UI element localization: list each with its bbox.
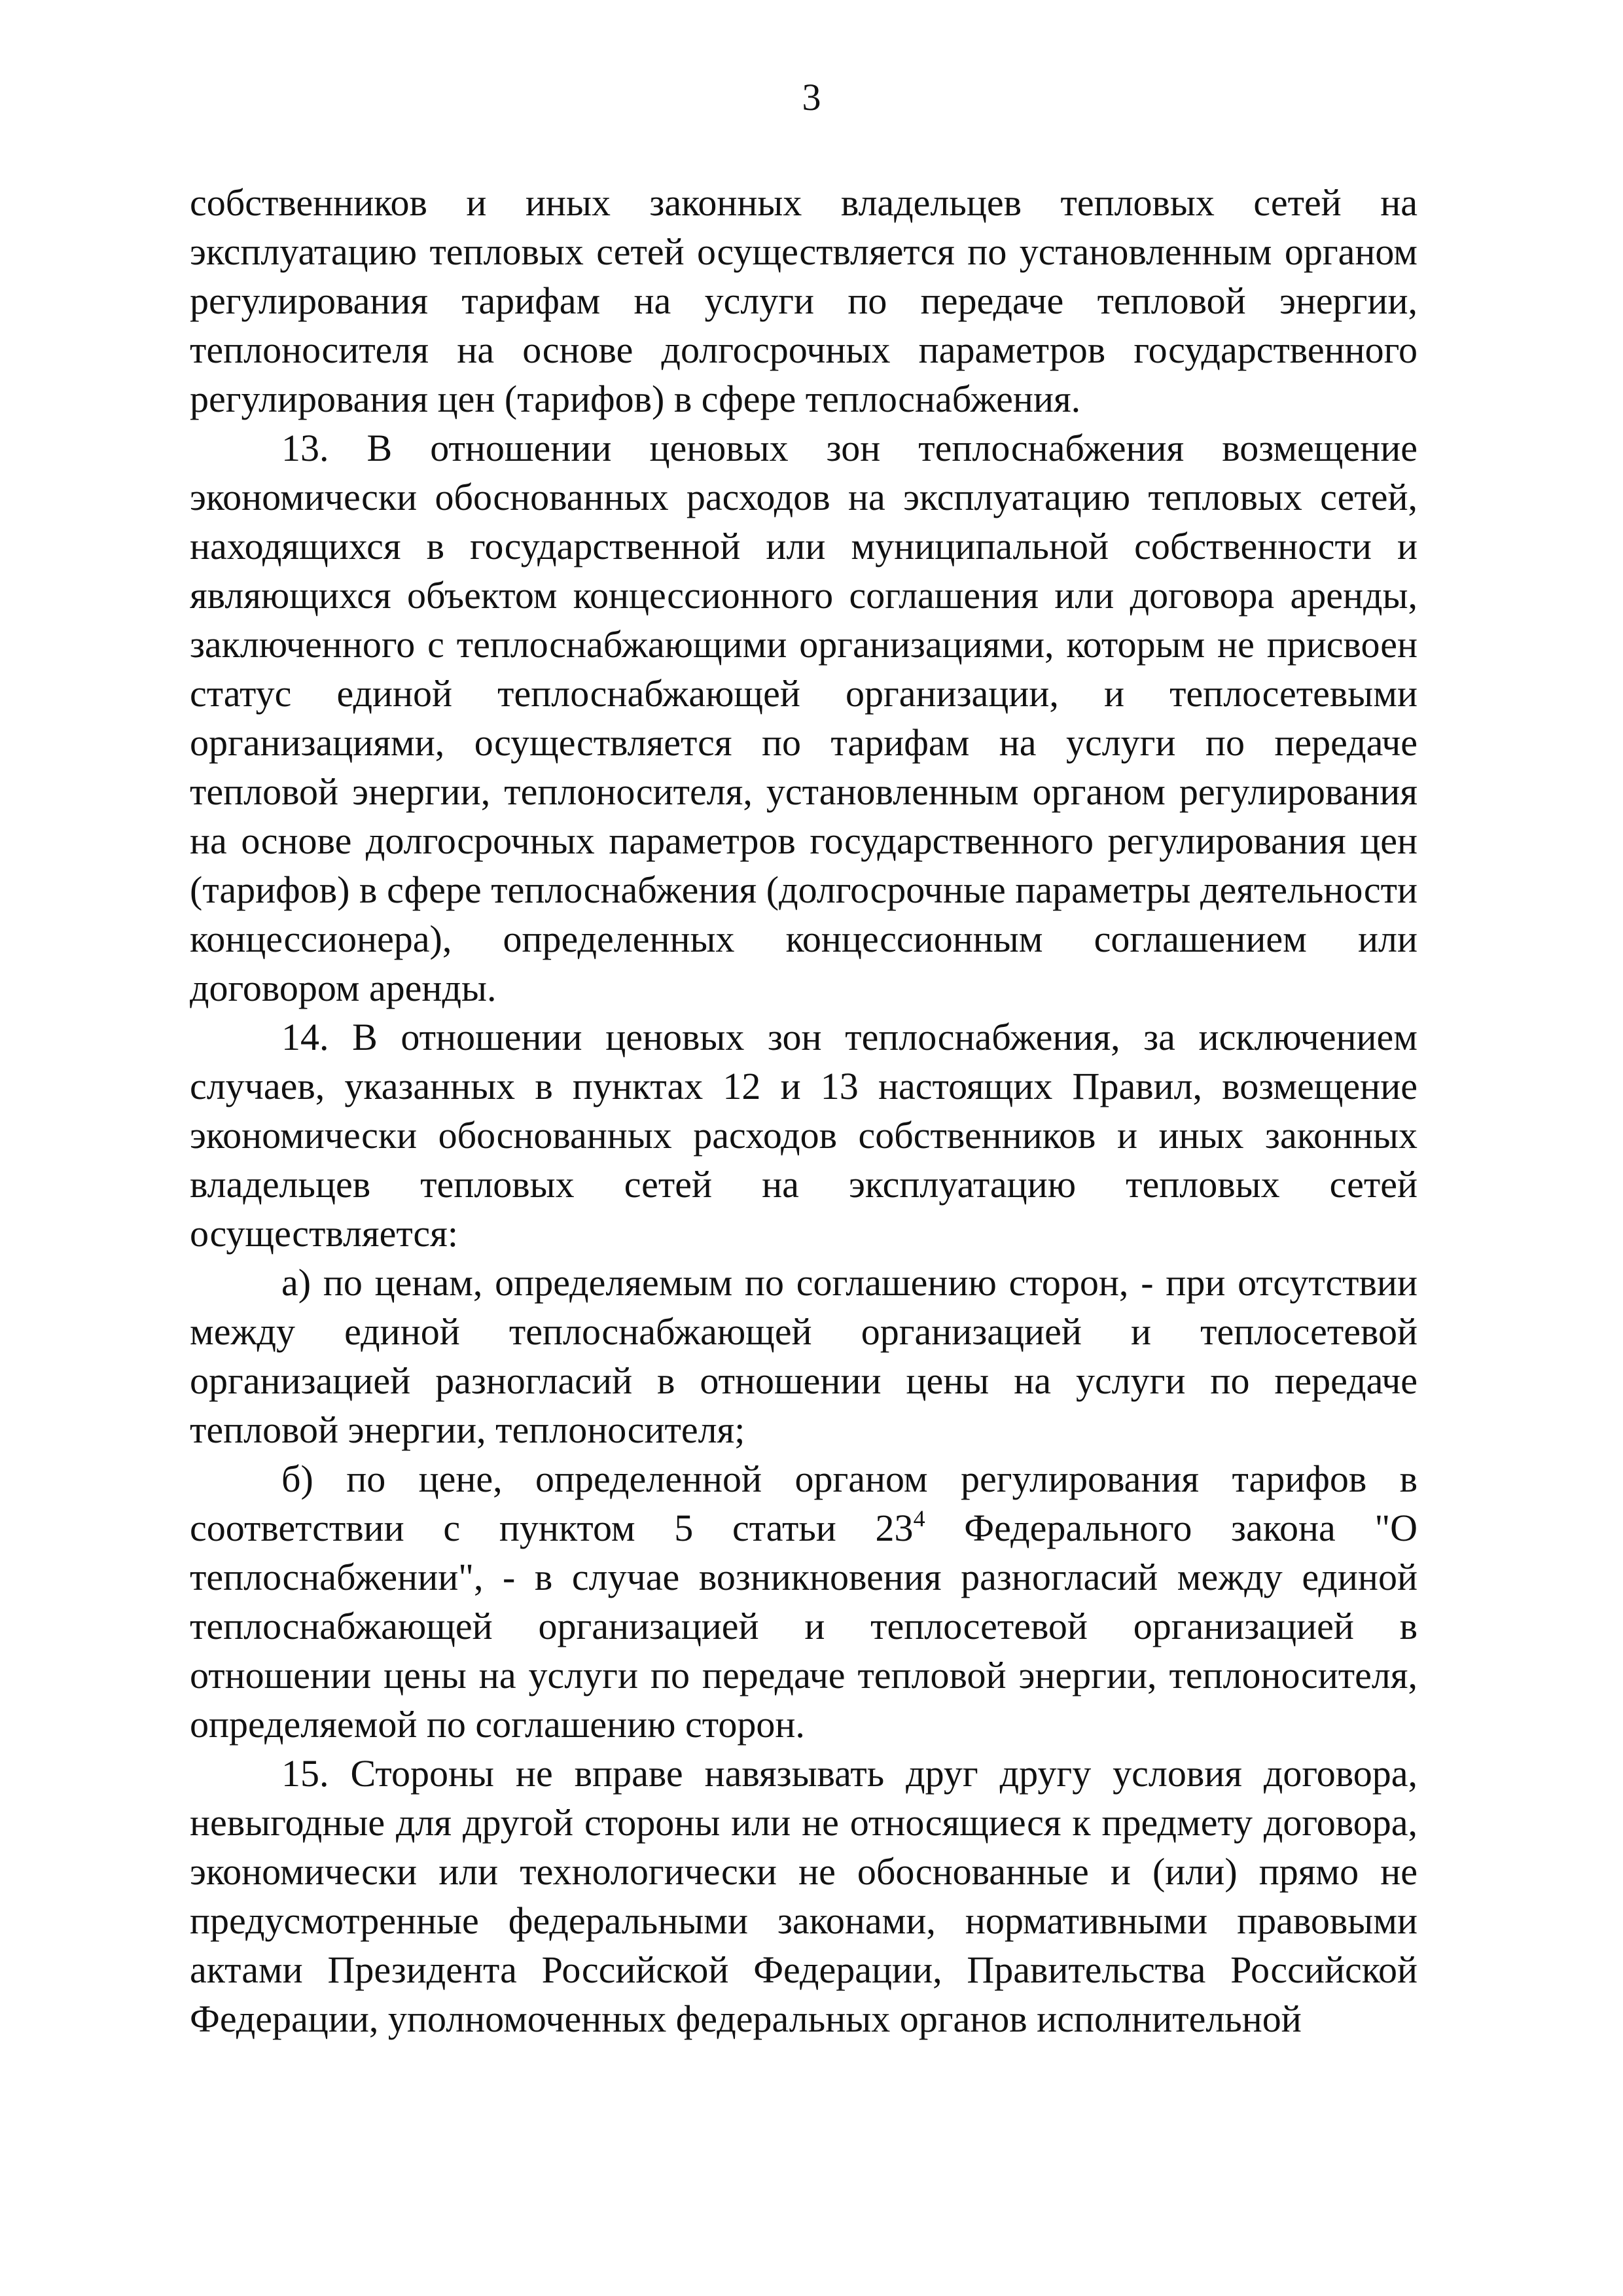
paragraph-13: 13. В отношении ценовых зон теплоснабжения возмещение экономически обоснованных расходов на эксплуатацию тепловых сетей, находящихся в государственной или муниципальной собственности и являющихся объектом концессионного соглашения или договора аренды, заключенного с теплоснабжающими организациями, которым не присвоен статус единой теплоснабжающей организации, и теплосетевыми организациями, осуществляется по тарифам на услуги по передаче тепловой энергии, теплоносителя, установленным органом регулирования на основе долгосрочных параметров государственного регулирования цен (тарифов) в сфере теплоснабжения (долгосрочные параметры деятельности концессионера), определенных концессионным соглашением или договором аренды. (190, 427, 1418, 1009)
paragraph-14-subitem-b (190, 1454, 1418, 1749)
paragraph-14: 14. В отношении ценовых зон теплоснабжения, за исключением случаев, указанных в пунктах 12 и 13 настоящих Правил, возмещение экономически обоснованных расходов собственников и иных законных владельцев тепловых сетей на эксплуатацию тепловых сетей осуществляется: (190, 1016, 1418, 1255)
paragraph-15: 15. Стороны не вправе навязывать друг другу условия договора, невыгодные для другой стороны или не относящиеся к предмету договора, экономически или технологически не обоснованные и (или) прямо не предусмотренные федеральными законами, нормативными правовыми актами Президента Российской Федерации, Правительства Российской Федерации, уполномоченных федеральных органов исполнительной (190, 1752, 1418, 2040)
paragraph-continuation: собственников и иных законных владельцев тепловых сетей на эксплуатацию тепловых сетей осуществляется по установленным органом регулирования тарифам на услуги по передаче тепловой энергии, теплоносителя на основе долгосрочных параметров государственного регулирования цен (тарифов) в сфере теплоснабжения. (190, 181, 1418, 420)
subitem-b-text-start: б) по цене, определенной органом регулирования тарифов в соответствии с пунктом 5 статьи 23 (190, 1458, 1418, 1549)
subitem-b-text-end: Федерального закона "О теплоснабжении", - в случае возникновения разногласий между единой теплоснабжающей организацией и теплосетевой организацией в отношении цены на услуги по передаче тепловой энергии, теплоносителя, определяемой по соглашению сторон. (190, 1507, 1418, 1746)
article-superscript: 4 (913, 1505, 925, 1532)
page-number: 3 (802, 76, 821, 118)
paragraph-14-subitem-a: а) по ценам, определяемым по соглашению сторон, - при отсутствии между единой теплоснабжающей организацией и теплосетевой организацией разногласий в отношении цены на услуги по передаче тепловой энергии, теплоносителя; (190, 1261, 1418, 1451)
document-body (190, 178, 1418, 2043)
